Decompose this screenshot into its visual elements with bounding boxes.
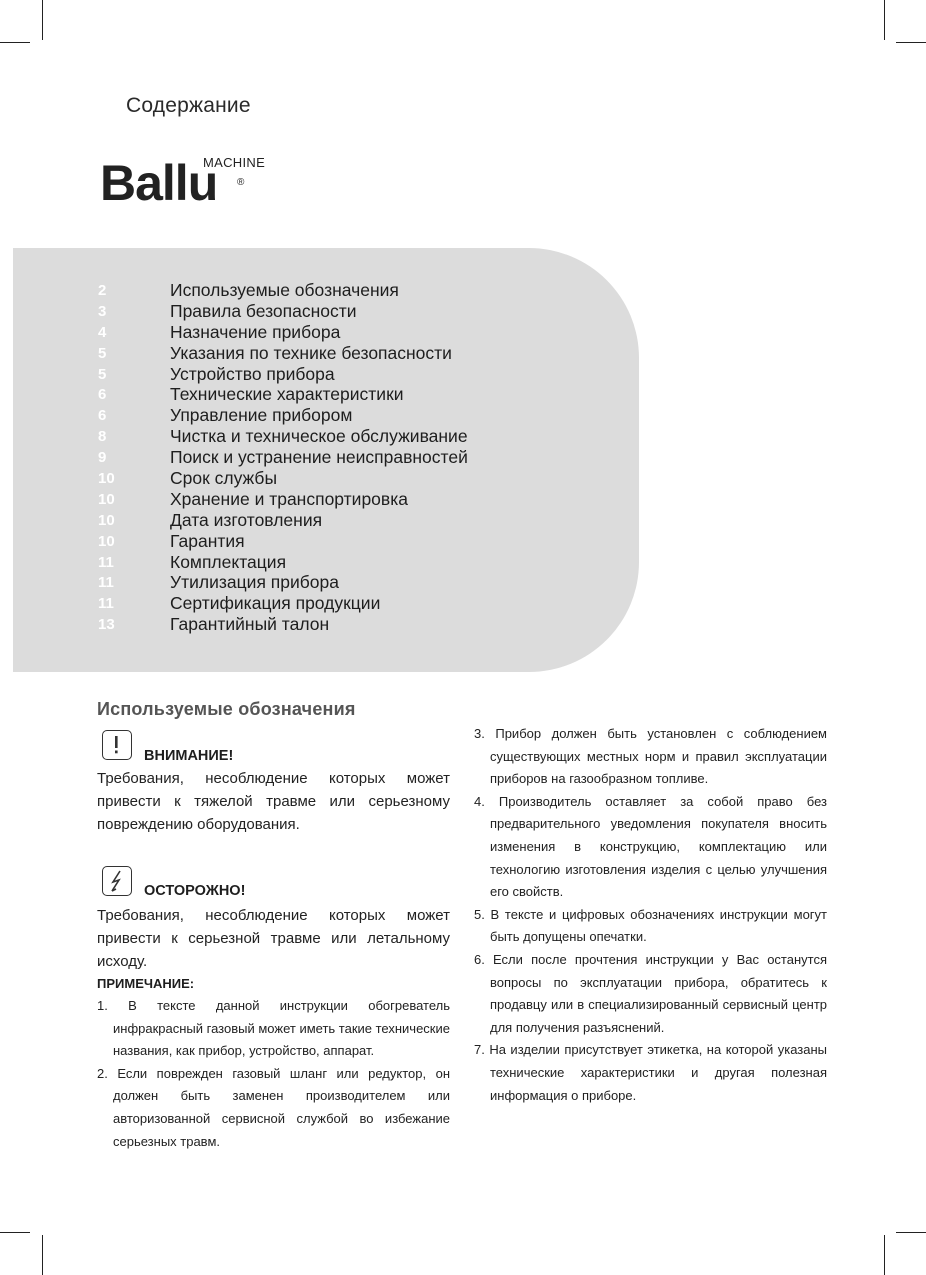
toc-page-number: 11 — [98, 574, 114, 592]
toc-title: Срок службы — [170, 467, 278, 488]
logo-registered: ® — [237, 177, 245, 188]
exclamation-glyph — [103, 731, 130, 758]
note-item: 3. Прибор должен быть установлен с соблюдением существующих местных норм и правил эксплуатации приборов на газообразном топливе. — [474, 726, 827, 787]
toc-page-number: 10 — [98, 469, 115, 487]
exclamation-icon — [102, 730, 132, 760]
toc-title: Гарантийный талон — [170, 614, 330, 635]
toc-item — [13, 468, 468, 489]
toc-page-number: 5 — [98, 344, 107, 362]
toc-item — [13, 405, 468, 426]
toc-page-number: 9 — [98, 449, 107, 467]
crop-mark — [884, 0, 885, 40]
toc-page-number: 13 — [98, 616, 115, 634]
toc-item — [13, 552, 468, 573]
note-title: ПРИМЕЧАНИЕ: — [97, 976, 195, 991]
toc-title: Технические характеристики — [170, 384, 404, 405]
toc-title: Устройство прибора — [170, 363, 335, 384]
toc-title: Дата изготовления — [170, 509, 323, 530]
crop-mark — [0, 1232, 30, 1233]
note-item: 4. Производитель оставляет за собой право без предварительного уведомления покупателя вносить изменения в конструкцию, комплектацию или технологию изготовления изделия с целью улучшения его свойств. — [474, 793, 827, 900]
logo-wordmark: Ballu — [100, 155, 218, 211]
toc-item — [13, 301, 468, 322]
toc-title: Утилизация прибора — [170, 572, 339, 593]
toc-page-number: 11 — [98, 553, 114, 571]
toc-title: Указания по технике безопасности — [170, 342, 452, 363]
toc-title: Хранение и транспортировка — [170, 488, 408, 509]
toc-title: Используемые обозначения — [170, 279, 399, 300]
toc-title: Гарантия — [170, 530, 245, 551]
toc-item — [13, 384, 468, 405]
toc-title: Комплектация — [170, 551, 287, 572]
toc-title: Назначение прибора — [170, 321, 341, 342]
attention-text: Требования, несоблюдение которых может привести к тяжелой травме или серьезному повреждению оборудования. — [97, 770, 450, 833]
toc-page-number: 10 — [98, 532, 115, 550]
toc-item — [13, 572, 468, 593]
note-item: 2. Если поврежден газовый шланг или редуктор, он должен быть заменен производителем или авторизованной сервисной службой во избежание серьезных травм. — [97, 1065, 450, 1149]
toc-page-number: 6 — [98, 407, 107, 425]
toc-item — [13, 447, 468, 468]
toc-item — [13, 510, 468, 531]
note-item: 1. В тексте данной инструкции обогреватель инфракрасный газовый может иметь такие технические названия, как прибор, устройство, аппарат. — [97, 998, 450, 1059]
toc-title: Сертификация продукции — [170, 593, 381, 614]
toc-list — [13, 280, 468, 635]
toc-item — [13, 364, 468, 385]
caution-label: ОСТОРОЖНО! — [144, 883, 246, 899]
note-item: 7. На изделии присутствует этикетка, на которой указаны технические характеристики и другая полезная информация о приборе. — [474, 1042, 827, 1103]
notes-left — [97, 995, 450, 1153]
toc-page-number: 10 — [98, 511, 115, 529]
toc-item — [13, 531, 468, 552]
toc-page-number: 6 — [98, 386, 107, 404]
toc-title: Управление прибором — [170, 405, 353, 426]
toc-title: Правила безопасности — [170, 300, 357, 321]
crop-mark — [896, 42, 926, 43]
crop-mark — [42, 0, 43, 40]
lightning-glyph — [103, 867, 130, 894]
toc-item — [13, 280, 468, 301]
toc-page-number: 4 — [98, 323, 107, 341]
toc-item — [13, 614, 468, 635]
crop-mark — [42, 1235, 43, 1275]
caution-text: Требования, несоблюдение которых может привести к серьезной травме или летальному исходу. — [97, 907, 450, 970]
notes-right — [474, 723, 827, 1107]
table-of-contents — [13, 248, 639, 672]
toc-page-number: 11 — [98, 595, 114, 613]
attention-label: ВНИМАНИЕ! — [144, 748, 234, 764]
toc-page-number: 5 — [98, 365, 107, 383]
toc-item — [13, 426, 468, 447]
toc-page-number: 8 — [98, 428, 107, 446]
note-item: 5. В тексте и цифровых обозначениях инструкции могут быть допущены опечатки. — [474, 906, 827, 945]
toc-page-number: 2 — [98, 281, 107, 299]
toc-item — [13, 489, 468, 510]
section-title: Используемые обозначения — [97, 699, 356, 719]
page-title: Содержание — [126, 94, 251, 117]
toc-item — [13, 593, 468, 614]
toc-title: Поиск и устранение неисправностей — [170, 447, 468, 468]
toc-page-number: 3 — [98, 302, 107, 320]
note-item: 6. Если после прочтения инструкции у Вас останутся вопросы по эксплуатации прибора, обратитесь к продавцу или в специализированный сервисный центр для получения разъяснений. — [474, 951, 827, 1035]
lightning-icon — [102, 866, 132, 896]
crop-mark — [0, 42, 30, 43]
toc-title: Чистка и техническое обслуживание — [170, 426, 468, 447]
crop-mark — [884, 1235, 885, 1275]
toc-page-number: 10 — [98, 490, 115, 508]
logo-machine: MACHINE — [203, 155, 266, 170]
brand-logo — [100, 155, 280, 215]
toc-item — [13, 343, 468, 364]
crop-mark — [896, 1232, 926, 1233]
toc-item — [13, 322, 468, 343]
